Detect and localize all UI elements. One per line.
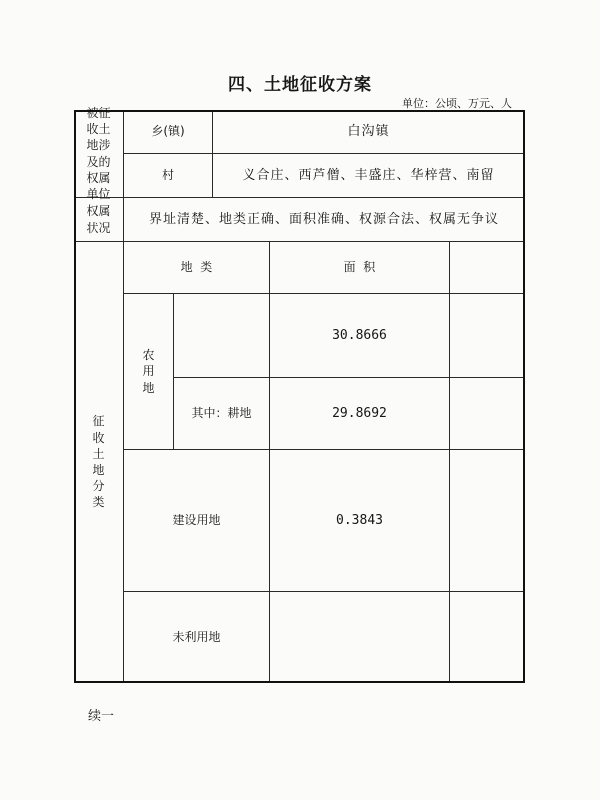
land-type-header: 地 类 [124,242,270,294]
unused-land-area [270,592,450,683]
construction-land-area: 0.3843 [270,450,450,592]
agricultural-land-label: 农 用 地 [124,294,174,450]
construction-land-label: 建设用地 [124,450,270,592]
arable-land-extra [450,378,525,450]
unit-note: 单位：公顷、万元、人 [402,97,512,110]
rights-status-value: 界址清楚、地类正确、面积准确、权源合法、权属无争议 [124,198,525,242]
unused-land-label: 未利用地 [124,592,270,683]
extra-header-cell [450,242,525,294]
unused-land-extra [450,592,525,683]
village-label: 村 [124,154,213,198]
land-acquisition-table [74,105,525,683]
rights-status-label: 权属 状况 [74,198,124,242]
village-value: 义合庄、西芦僧、丰盛庄、华梓营、南留 [213,154,525,198]
arable-land-area: 29.8692 [270,378,450,450]
arable-land-label: 其中：耕地 [174,378,270,450]
construction-land-extra [450,450,525,592]
land-classification-label: 征 收 土 地 分 类 [74,242,124,683]
continuation-note: 续一 [88,709,115,724]
agricultural-total-area: 30.8666 [270,294,450,378]
township-label: 乡(镇) [124,110,213,154]
ownership-units-label: 被征 收土 地涉 及的 权属 单位 [74,110,124,198]
agricultural-total-extra [450,294,525,378]
township-value: 白沟镇 [213,110,525,154]
area-header: 面 积 [270,242,450,294]
page-title: 四、土地征收方案 [228,75,372,95]
agricultural-total-label-cell [174,294,270,378]
